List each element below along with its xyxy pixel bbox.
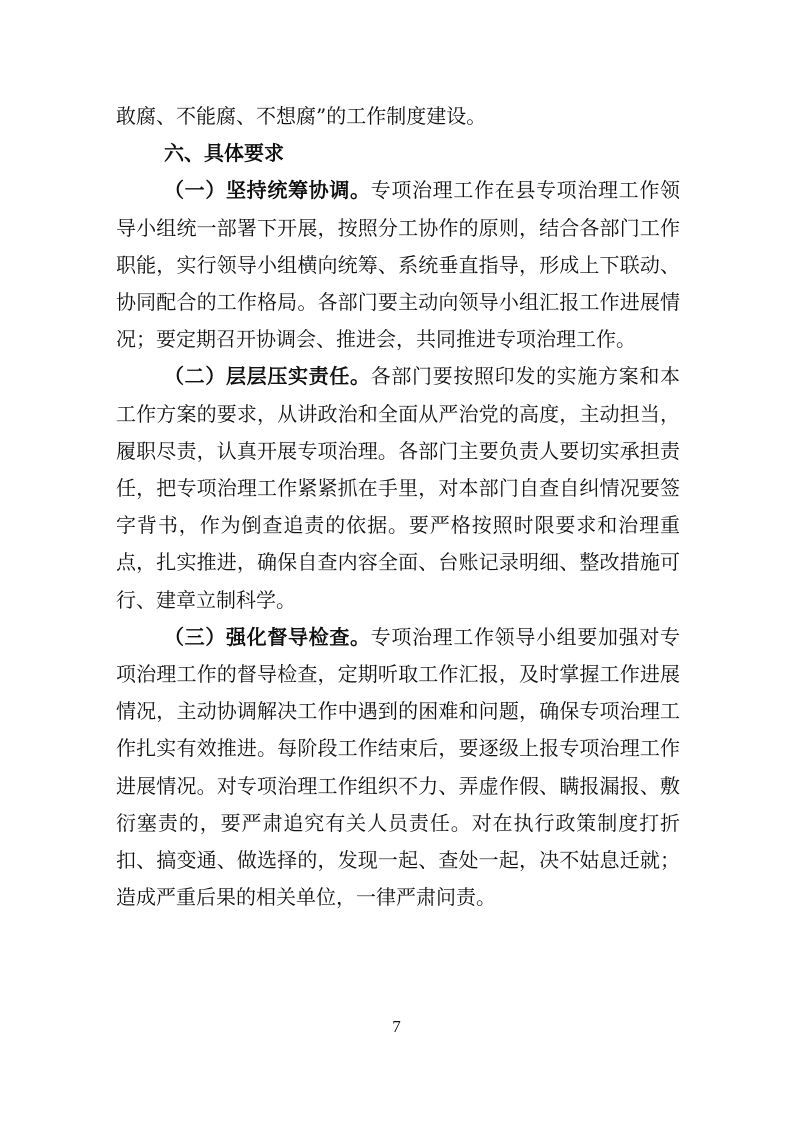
page-number: 7 xyxy=(392,1017,401,1036)
paragraph-supervision xyxy=(116,619,680,917)
paragraph-lead-supervision: （三）强化督导检查。 xyxy=(164,624,371,649)
document-body xyxy=(116,98,680,916)
paragraph-text-coordination: 专项治理工作在县专项治理工作领导小组统一部署下开展，按照分工协作的原则，结合各部门工作职能，实行领导小组横向统筹、系统垂直指导，形成上下联动、协同配合的工作格局。各部门要主动向领导小组汇报工作进展情况；要定期召开协调会、推进会，共同推进专项治理工作。 xyxy=(116,178,681,352)
paragraph-text-supervision: 专项治理工作领导小组要加强对专项治理工作的督导检查，定期听取工作汇报，及时掌握工作进展情况，主动协调解决工作中遇到的困难和问题，确保专项治理工作扎实有效推进。每阶段工作结束后，要逐级上报专项治理工作进展情况。对专项治理工作组织不力、弄虚作假、瞒报漏报、敷衍塞责的，要严肃追究有关人员责任。对在执行政策制度打折扣、搞变通、做选择的，发现一起、查处一起，决不姑息迁就；造成严重后果的相关单位，一律严肃问责。 xyxy=(116,624,681,910)
section-heading: 六、具体要求 xyxy=(164,141,284,166)
paragraph-lead-coordination: （一）坚持统筹协调。 xyxy=(164,178,371,203)
paragraph-text-responsibility: 各部门要按照印发的实施方案和本工作方案的要求，从讲政治和全面从严治党的高度，主动担当，履职尽责，认真开展专项治理。各部门主要负责人要切实承担责任，把专项治理工作紧紧抓在手里，对本部门自查自纠情况要签字背书，作为倒查追责的依据。要严格按照时限要求和治理重点，扎实推进，确保自查内容全面、台账记录明细、整改措施可行、建章立制科学。 xyxy=(116,364,681,612)
paragraph-coordination xyxy=(116,172,680,358)
paragraph-responsibility xyxy=(116,358,680,618)
paragraph-continuation: 敢腐、不能腐、不想腐”的工作制度建设。 xyxy=(116,104,487,128)
paragraph-lead-responsibility: （二）层层压实责任。 xyxy=(164,364,371,389)
